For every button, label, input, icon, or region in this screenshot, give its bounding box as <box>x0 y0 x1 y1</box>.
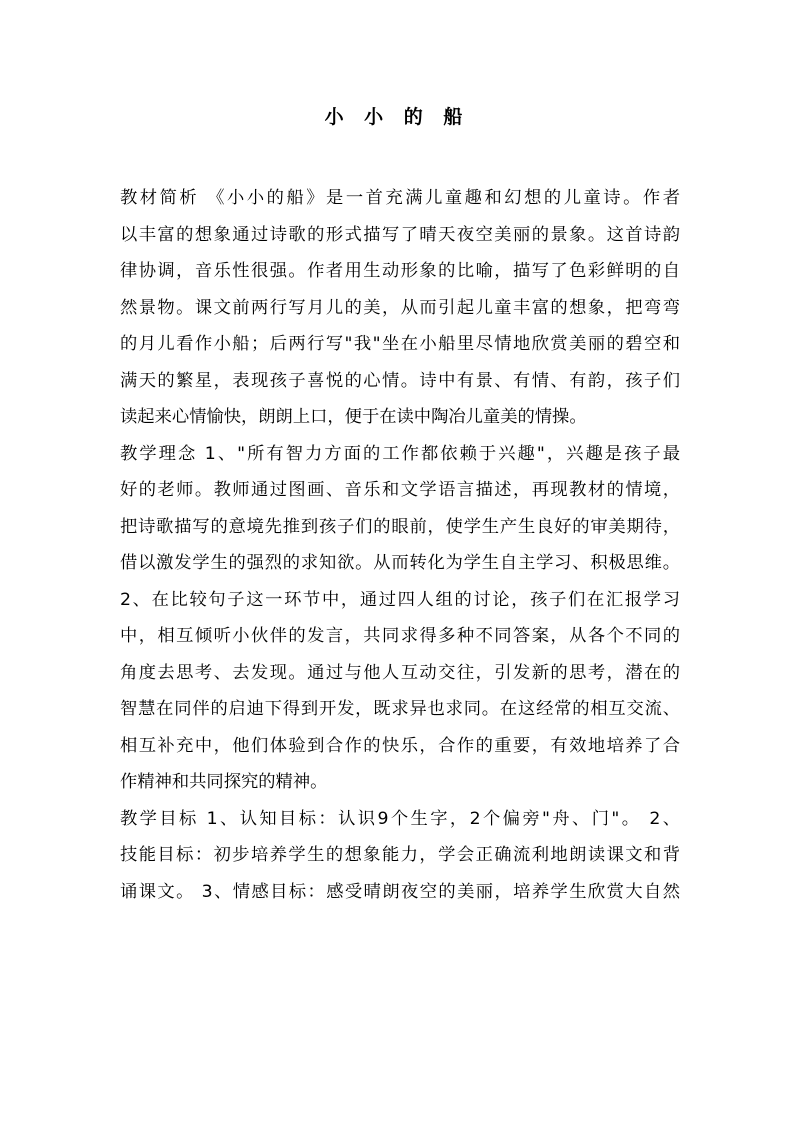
text-line: 然景物。课文前两行写月儿的美，从而引起儿童丰富的想象，把弯弯 <box>120 297 680 318</box>
text-line: 好的老师。教师通过图画、音乐和文学语言描述，再现教材的情境， <box>120 480 680 500</box>
text-line: 教材简析 《小小的船》是一首充满儿童趣和幻想的儿童诗。作者 <box>120 188 680 208</box>
text-line: 律协调，音乐性很强。作者用生动形象的比喻，描写了色彩鲜明的自 <box>120 261 680 281</box>
text-line: 角度去思考、去发现。通过与他人互动交往，引发新的思考，潜在的 <box>120 662 680 683</box>
text-line: 2、在比较句子这一环节中，通过四人组的讨论，孩子们在汇报学习 <box>120 589 680 610</box>
text-line: 教学理念 1、"所有智力方面的工作都依赖于兴趣"，兴趣是孩子最 <box>120 443 680 464</box>
text-line: 中，相互倾听小伙伴的发言，共同求得多种不同答案，从各个不同的 <box>120 626 680 646</box>
document-title: 小 小 的 船 <box>324 106 470 128</box>
text-line: 智慧在同伴的启迪下得到开发，既求异也求同。在这经常的相互交流、 <box>120 699 680 719</box>
text-line: 的月儿看作小船；后两行写"我"坐在小船里尽情地欣赏美丽的碧空和 <box>120 334 680 354</box>
text-line: 技能目标：初步培养学生的想象能力，学会正确流利地朗读课文和背 <box>120 845 680 865</box>
text-line: 借以激发学生的强烈的求知欲。从而转化为学生自主学习、积极思维。 <box>120 553 680 573</box>
text-line: 教学目标 1、认知目标：认识9个生字，2个偏旁"舟、门"。 2、 <box>120 808 680 829</box>
text-line: 相互补充中，他们体验到合作的快乐，合作的重要，有效地培养了合 <box>120 735 680 756</box>
text-line: 作精神和共同探究的精神。 <box>120 772 328 792</box>
text-line: 把诗歌描写的意境先推到孩子们的眼前，使学生产生良好的审美期待， <box>120 516 680 537</box>
text-line: 满天的繁星，表现孩子喜悦的心情。诗中有景、有情、有韵，孩子们 <box>120 370 680 391</box>
document-body <box>120 183 680 913</box>
text-line: 以丰富的想象通过诗歌的形式描写了晴天夜空美丽的景象。这首诗韵 <box>120 224 680 245</box>
text-line: 读起来心情愉快，朗朗上口，便于在读中陶冶儿童美的情操。 <box>120 407 587 427</box>
text-line: 诵课文。 3、情感目标：感受晴朗夜空的美丽，培养学生欣赏大自然 <box>120 881 680 902</box>
